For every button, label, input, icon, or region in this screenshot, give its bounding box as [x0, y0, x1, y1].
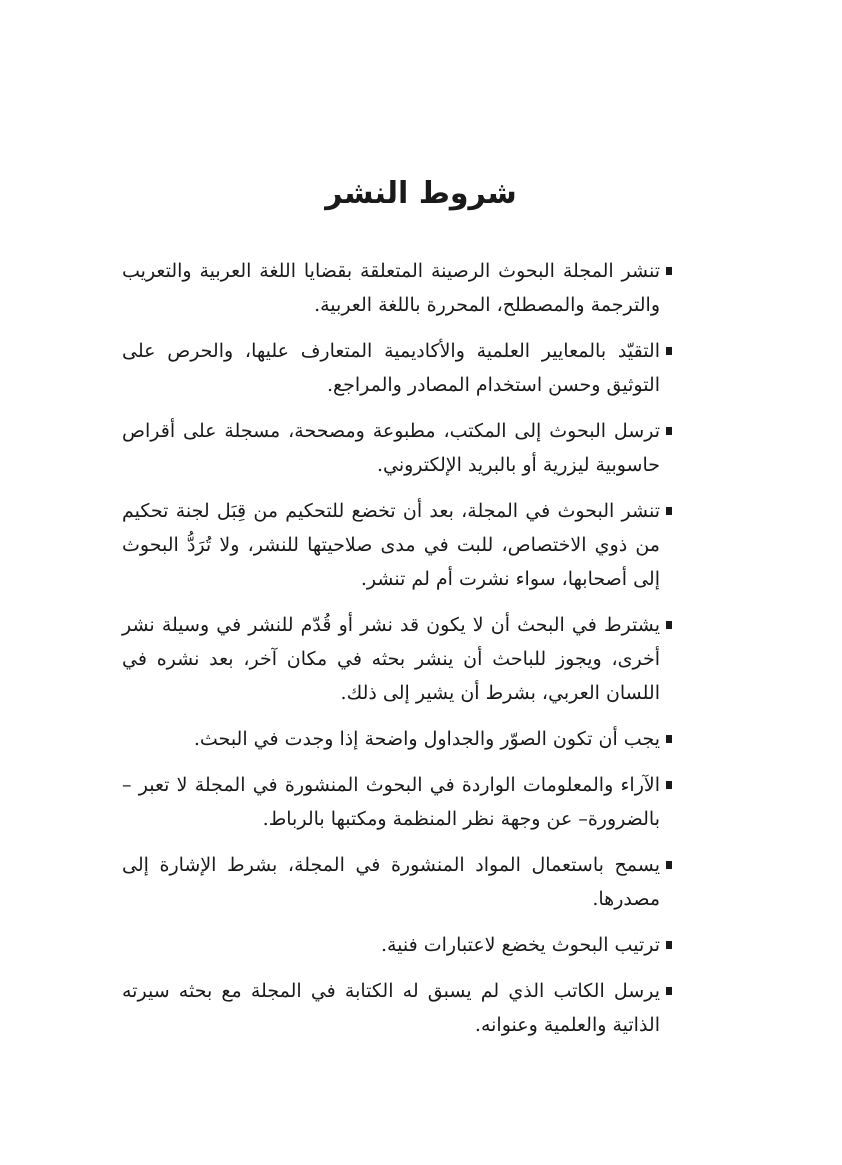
condition-text: يسمح باستعمال المواد المنشورة في المجلة، بشرط الإشارة إلى مصدرها. [122, 854, 660, 910]
bullet-icon [666, 621, 672, 629]
condition-item [122, 254, 670, 322]
condition-text: يجب أن تكون الصوّر والجداول واضحة إذا وجدت في البحث. [193, 728, 660, 750]
condition-item [122, 494, 670, 596]
bullet-icon [666, 735, 672, 743]
condition-text: الآراء والمعلومات الواردة في البحوث المنشورة في المجلة لا تعبر –بالضرورة– عن وجهة نظر المنظمة ومكتبها بالرباط. [122, 774, 660, 830]
bullet-icon [666, 507, 672, 515]
condition-text: ترسل البحوث إلى المكتب، مطبوعة ومصححة، مسجلة على أقراص حاسوبية ليزرية أو بالبريد الإلكتروني. [122, 420, 660, 476]
condition-text: يشترط في البحث أن لا يكون قد نشر أو قُدّم للنشر في وسيلة نشر أخرى، ويجوز للباحث أن ينشر بحثه في مكان آخر، بعد نشره في اللسان العربي، بشرط أن يشير إلى ذلك. [122, 614, 660, 704]
bullet-icon [666, 267, 672, 275]
bullet-icon [666, 427, 672, 435]
bullet-icon [666, 347, 672, 355]
condition-item [122, 334, 670, 402]
condition-text: تنشر المجلة البحوث الرصينة المتعلقة بقضايا اللغة العربية والتعريب والترجمة والمصطلح، المحررة باللغة العربية. [122, 260, 660, 316]
condition-item [122, 974, 670, 1042]
condition-text: التقيّد بالمعايير العلمية والأكاديمية المتعارف عليها، والحرص على التوثيق وحسن استخدام المصادر والمراجع. [122, 340, 660, 396]
condition-item [122, 928, 670, 962]
condition-text: يرسل الكاتب الذي لم يسبق له الكتابة في المجلة مع بحثه سيرته الذاتية والعلمية وعنوانه. [122, 980, 660, 1036]
bullet-icon [666, 987, 672, 995]
condition-item [122, 768, 670, 836]
condition-item [122, 722, 670, 756]
page-title: شروط النشر [325, 176, 517, 211]
condition-text: ترتيب البحوث يخضع لاعتبارات فنية. [380, 934, 660, 956]
conditions-list [122, 254, 670, 1054]
bullet-icon [666, 941, 672, 949]
bullet-icon [666, 781, 672, 789]
condition-item [122, 608, 670, 710]
bullet-icon [666, 861, 672, 869]
condition-item [122, 414, 670, 482]
condition-text: تنشر البحوث في المجلة، بعد أن تخضع للتحكيم من قِبَل لجنة تحكيم من ذوي الاختصاص، للبت في مدى صلاحيتها للنشر، ولا تُرَدُّ البحوث إلى أصحابها، سواء نشرت أم لم تنشر. [122, 500, 660, 590]
condition-item [122, 848, 670, 916]
